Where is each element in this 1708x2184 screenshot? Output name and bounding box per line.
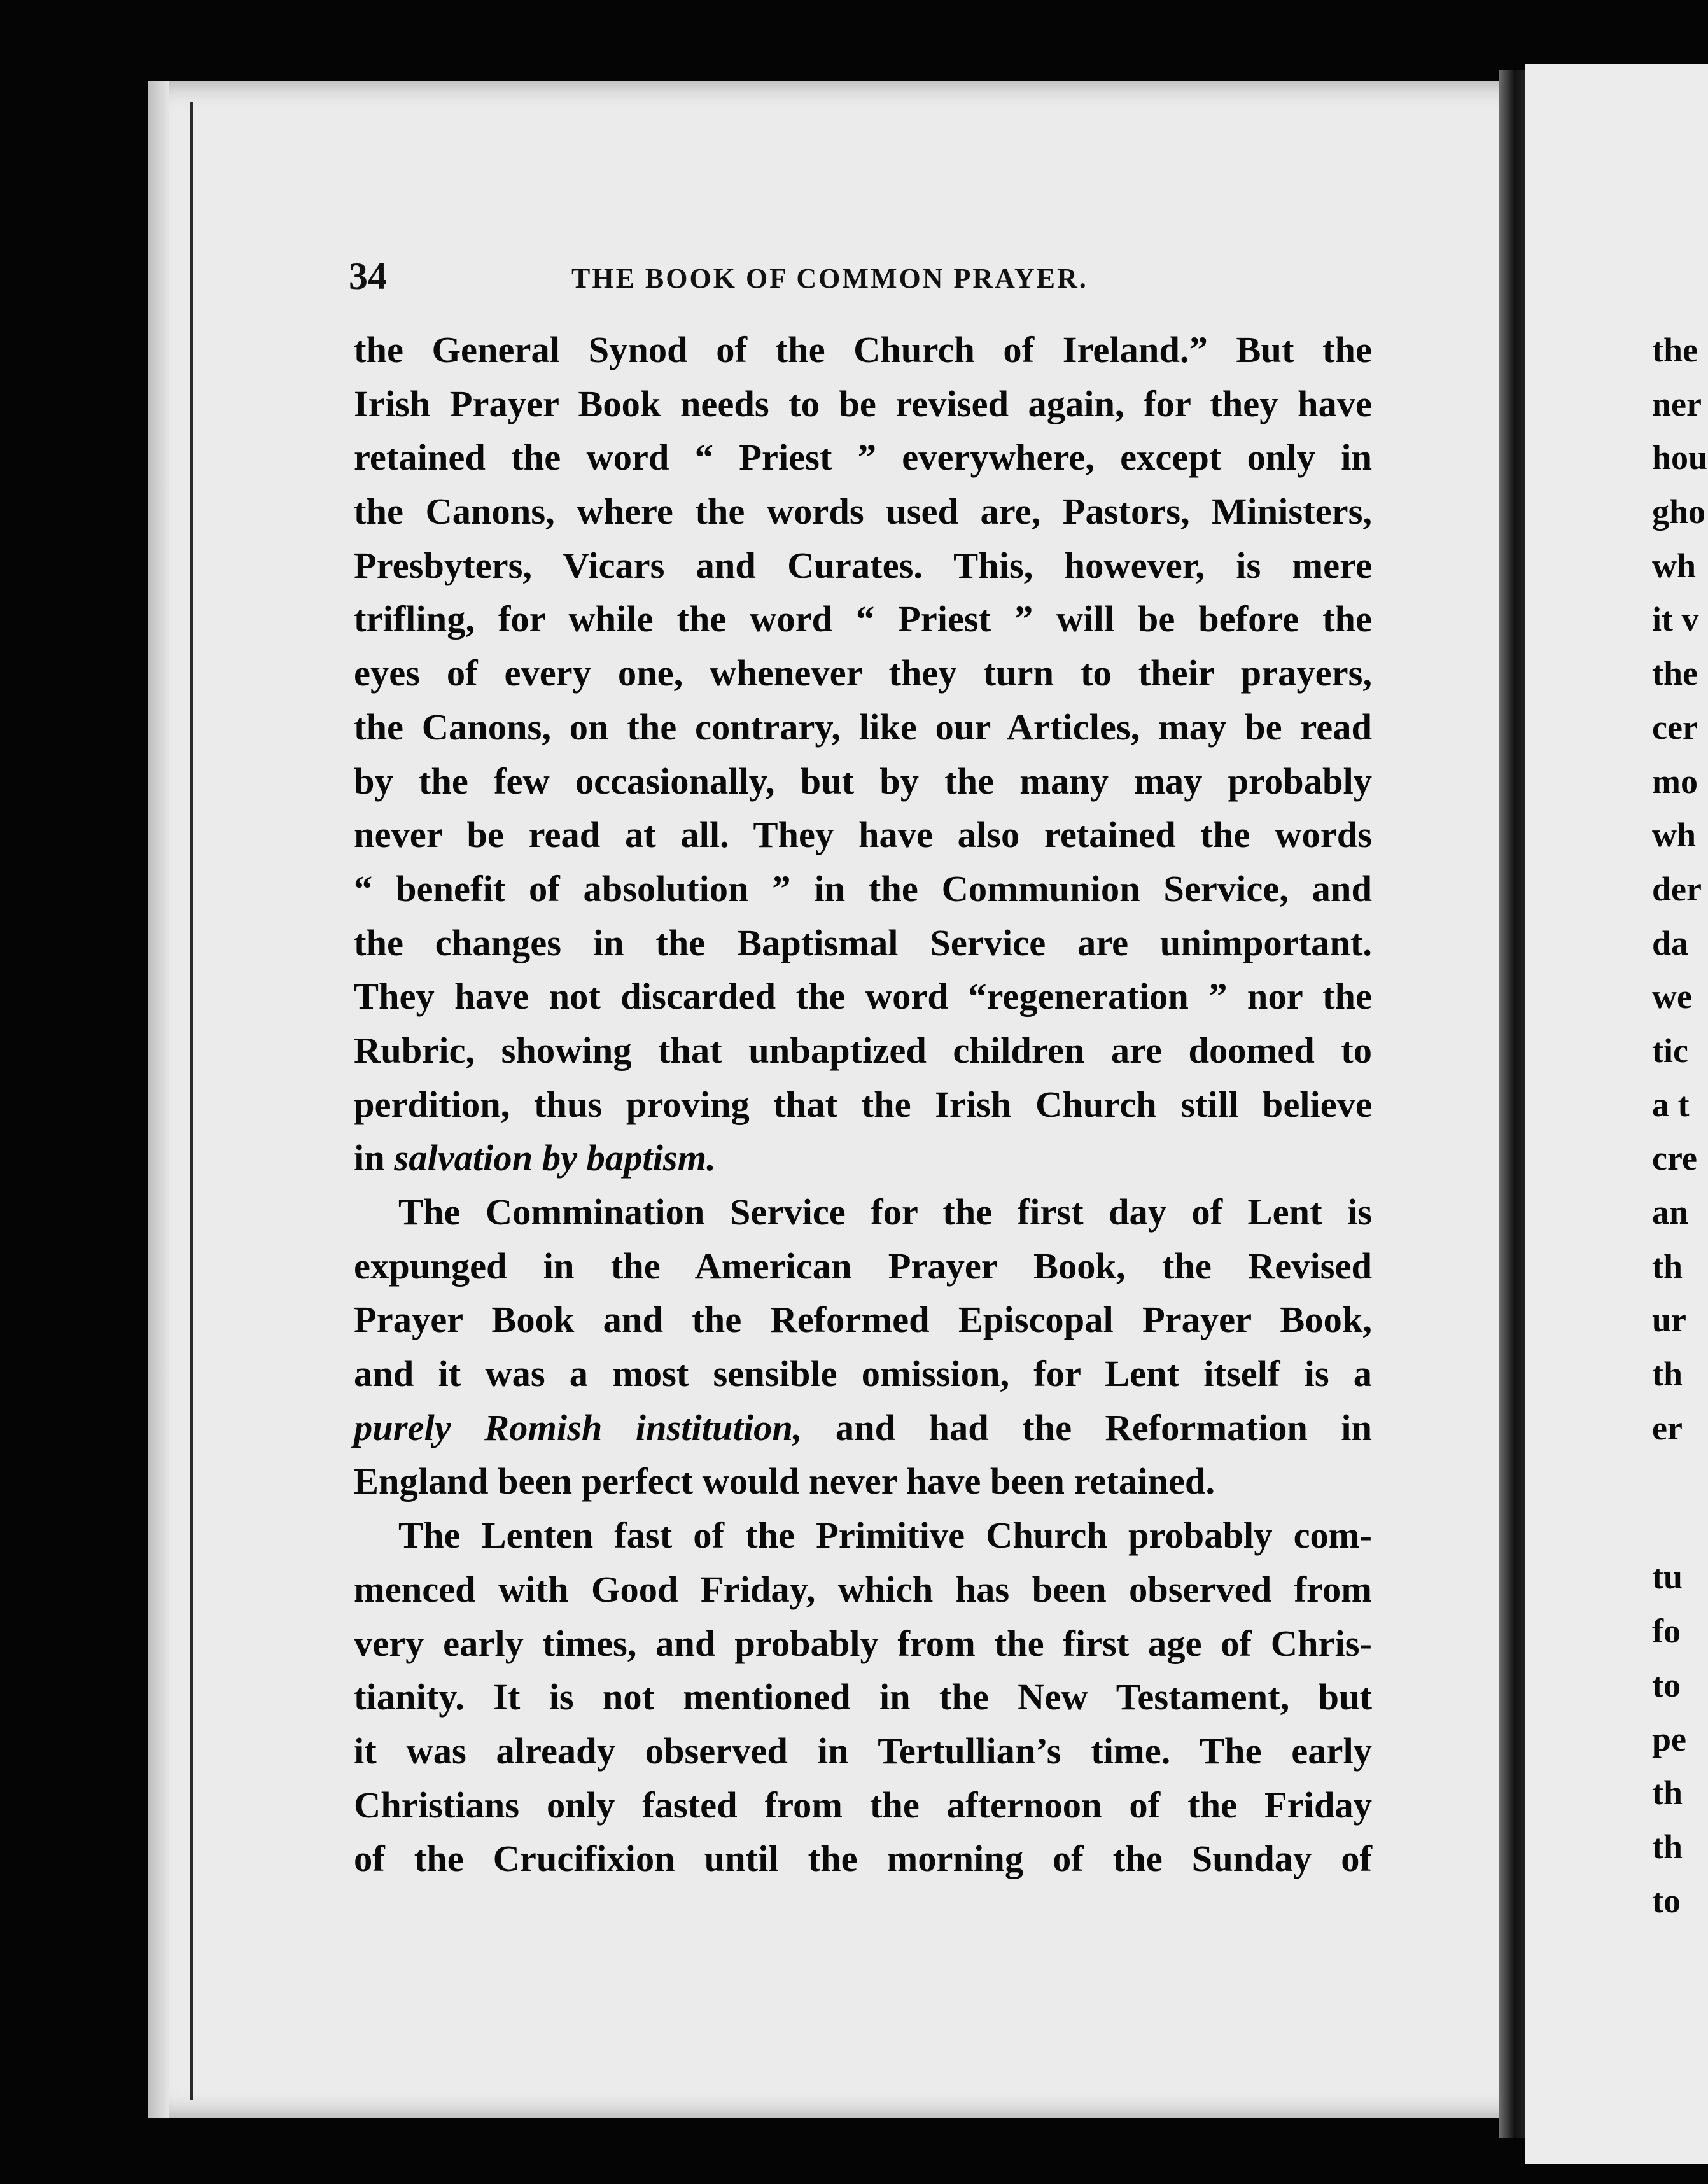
text-fragment: an bbox=[1652, 1193, 1689, 1231]
text-fragment: der bbox=[1652, 869, 1702, 908]
text-fragment: th bbox=[1652, 1827, 1683, 1866]
text-line bbox=[354, 1131, 1372, 1186]
text-line: perdition, thus proving that the Irish Church still believe bbox=[354, 1083, 1372, 1125]
text-line: eyes of every one, whenever they turn to their prayers, bbox=[354, 652, 1372, 694]
text-line: of the Crucifixion until the morning of the Sunday of bbox=[354, 1838, 1372, 1880]
text-line: “ benefit of absolution ” in the Communion Service, and bbox=[354, 867, 1372, 909]
text-line: the Canons, on the contrary, like our Articles, may be read bbox=[354, 706, 1372, 748]
page-number: 34 bbox=[349, 255, 387, 297]
text-fragment: wh bbox=[1652, 546, 1697, 585]
text-line: Irish Prayer Book needs to be revised again, for they have bbox=[354, 382, 1372, 424]
page-header bbox=[349, 255, 1386, 305]
text-line: and it was a most sensible omission, for Lent itself is a bbox=[354, 1353, 1372, 1395]
text-line: the General Synod of the Church of Ireland.” But the bbox=[354, 329, 1372, 370]
text-line: very early times, and probably from the first age of Chris- bbox=[354, 1622, 1372, 1664]
text-fragment: in bbox=[354, 1137, 395, 1179]
page-border-line bbox=[190, 102, 193, 2100]
text-line: the changes in the Baptismal Service are unimportant. bbox=[354, 921, 1372, 963]
text-line: it was already observed in Tertullian’s time. The early bbox=[354, 1730, 1372, 1772]
text-fragment: and had the Reformation in bbox=[802, 1406, 1372, 1448]
text-fragment: hou bbox=[1652, 438, 1708, 477]
text-line: Presbyters, Vicars and Curates. This, however, is mere bbox=[354, 544, 1372, 586]
text-fragment: cer bbox=[1652, 708, 1698, 746]
text-line: menced with Good Friday, which has been observed from bbox=[354, 1568, 1372, 1610]
text-line: Rubric, showing that unbaptized children are doomed to bbox=[354, 1029, 1372, 1071]
text-fragment: the bbox=[1652, 331, 1698, 369]
text-fragment: tu bbox=[1652, 1558, 1683, 1597]
text-fragment: th bbox=[1652, 1774, 1683, 1812]
text-line: Prayer Book and the Reformed Episcopal Prayer Book, bbox=[354, 1299, 1372, 1341]
text-line: Christians only fasted from the afternoon of the Friday bbox=[354, 1784, 1372, 1826]
text-fragment: mo bbox=[1652, 762, 1698, 801]
text-line: trifling, for while the word “ Priest ” will be before the bbox=[354, 598, 1372, 640]
page-body bbox=[354, 323, 1372, 1886]
text-fragment: a t bbox=[1652, 1085, 1690, 1124]
text-line bbox=[354, 1401, 1372, 1455]
text-fragment: fo bbox=[1652, 1612, 1681, 1651]
book-gutter bbox=[1499, 70, 1525, 2138]
text-line: never be read at all. They have also retained the words bbox=[354, 814, 1372, 856]
running-head: THE BOOK OF COMMON PRAYER. bbox=[571, 263, 1088, 294]
text-fragment: gho bbox=[1652, 493, 1706, 531]
text-fragment: th bbox=[1652, 1355, 1683, 1394]
text-line: tianity. It is not mentioned in the New Testament, but bbox=[354, 1676, 1372, 1718]
text-line: The Lenten fast of the Primitive Church probably com- bbox=[398, 1515, 1372, 1557]
italic-phrase: purely Romish institution, bbox=[354, 1406, 802, 1448]
text-fragment: pe bbox=[1652, 1719, 1686, 1758]
text-fragment: da bbox=[1652, 923, 1689, 962]
text-fragment: wh bbox=[1652, 816, 1697, 855]
text-fragment: ner bbox=[1652, 384, 1702, 423]
italic-phrase: salvation by baptism. bbox=[394, 1137, 716, 1179]
text-fragment: we bbox=[1652, 977, 1692, 1016]
text-line: They have not discarded the word “regeneration ” nor the bbox=[354, 976, 1372, 1018]
text-line: by the few occasionally, but by the many may probably bbox=[354, 760, 1372, 802]
right-page-text-fragments bbox=[1652, 323, 1708, 1928]
text-line: expunged in the American Prayer Book, the Revised bbox=[354, 1245, 1372, 1287]
text-fragment: to bbox=[1652, 1665, 1681, 1704]
text-fragment: er bbox=[1652, 1408, 1683, 1447]
text-line: England been perfect would never have been retained. bbox=[354, 1460, 1215, 1502]
page-edge-shadow bbox=[148, 81, 169, 2118]
text-fragment: to bbox=[1652, 1881, 1681, 1920]
text-fragment: ur bbox=[1652, 1301, 1686, 1340]
text-fragment: tic bbox=[1652, 1031, 1688, 1070]
text-fragment: cre bbox=[1652, 1139, 1697, 1178]
paragraph-gap bbox=[1652, 1455, 1708, 1550]
text-line: retained the word “ Priest ” everywhere, except only in bbox=[354, 437, 1372, 479]
text-line: the Canons, where the words used are, Pastors, Ministers, bbox=[354, 491, 1372, 533]
text-fragment: th bbox=[1652, 1247, 1683, 1285]
text-line: The Commination Service for the first day of Lent is bbox=[398, 1191, 1372, 1233]
text-fragment: the bbox=[1652, 654, 1698, 693]
text-fragment: it v bbox=[1652, 600, 1699, 639]
